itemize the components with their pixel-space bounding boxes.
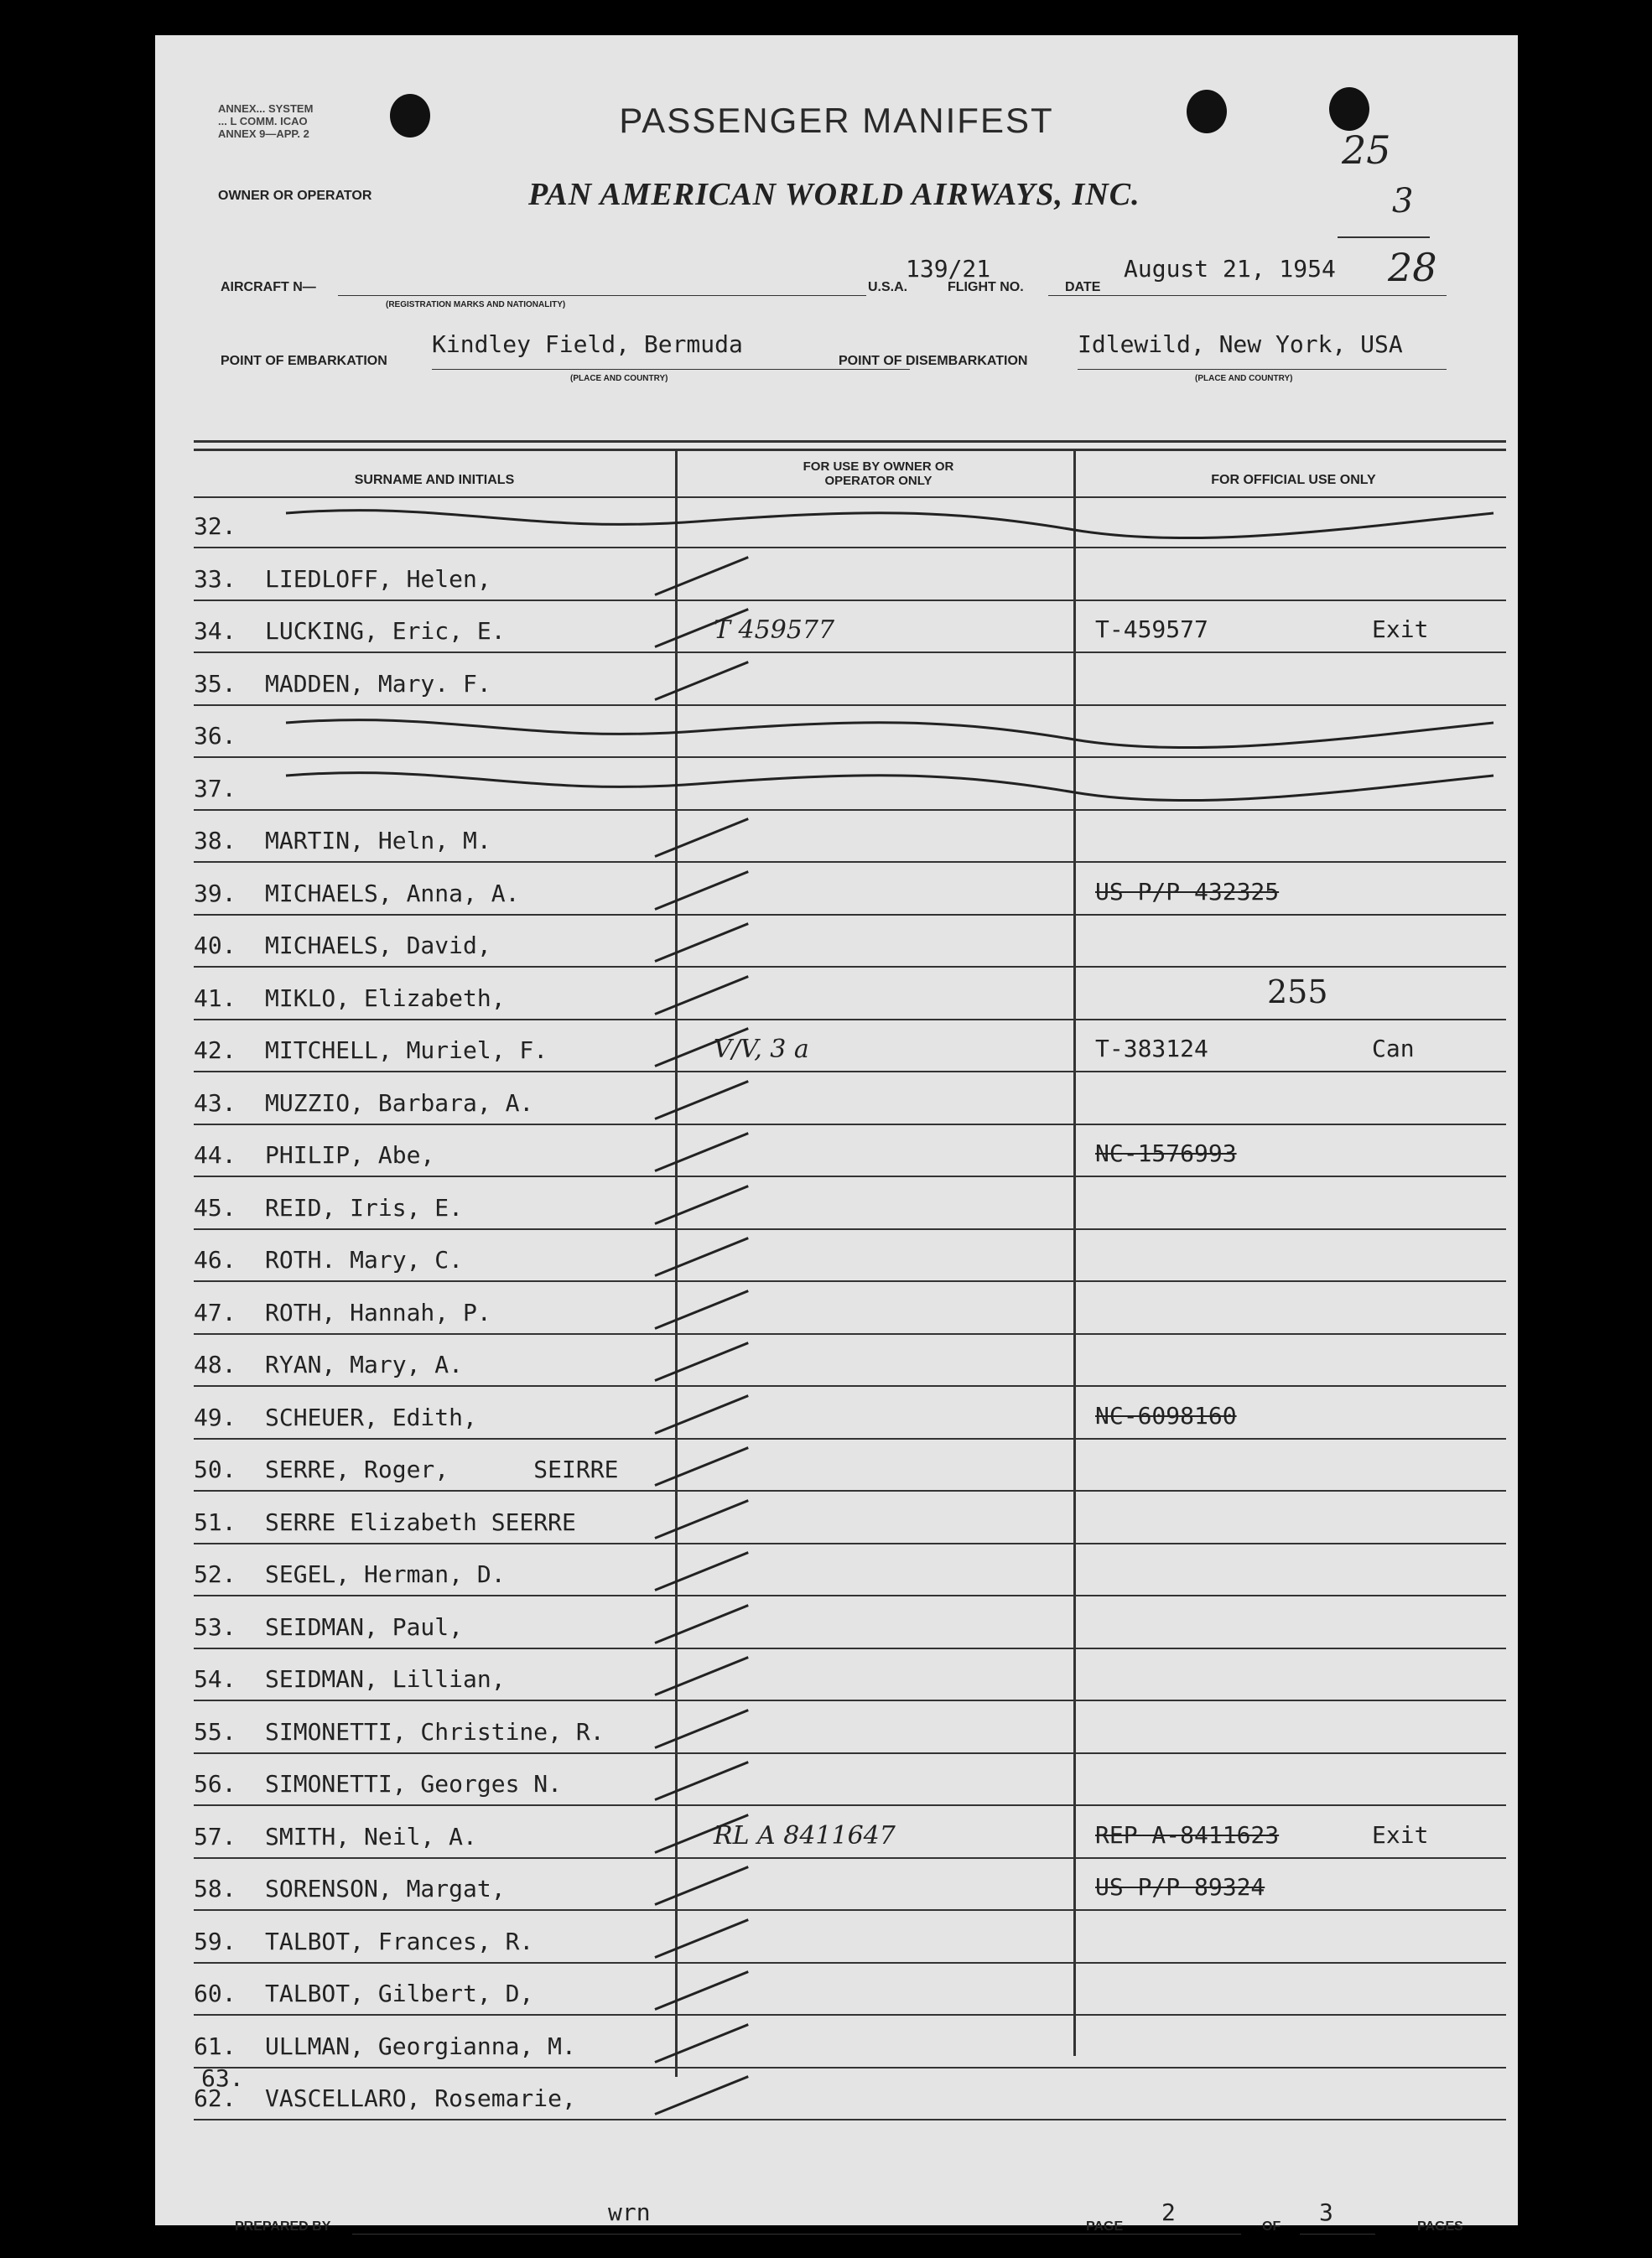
row-number: 44. <box>194 1141 236 1169</box>
embarkation-place: Kindley Field, Bermuda <box>432 330 743 358</box>
table-row <box>194 1388 1506 1440</box>
table-row <box>194 1544 1506 1596</box>
pages-label: PAGES <box>1417 2219 1463 2234</box>
row-number: 38. <box>194 827 236 854</box>
header-official-use: FOR OFFICIAL USE ONLY <box>1211 473 1376 487</box>
passenger-name: MUZZIO, Barbara, A. <box>265 1088 534 1117</box>
header-owner-use: FOR USE BY OWNER OR OPERATOR ONLY <box>803 459 954 488</box>
row-number: 41. <box>194 984 236 1012</box>
official-entry: REP A-8411623 <box>1095 1820 1280 1849</box>
check-mark <box>654 818 748 858</box>
passenger-name: REID, Iris, E. <box>265 1193 464 1222</box>
of-label: OF <box>1262 2219 1281 2234</box>
official-entry: NC-6098160 <box>1095 1401 1237 1430</box>
owner-label: OWNER OR OPERATOR <box>218 189 372 203</box>
row-number: 54. <box>194 1665 236 1693</box>
table-row <box>194 1912 1506 1964</box>
table-row <box>194 601 1506 653</box>
owner-name: PAN AMERICAN WORLD AIRWAYS, INC. <box>528 177 1140 212</box>
passenger-name: SERRE, Roger, SEIRRE <box>265 1456 619 1483</box>
passenger-name: MIKLO, Elizabeth, <box>265 984 506 1012</box>
page-total-line <box>1300 2234 1375 2235</box>
handwritten-note: 3 <box>1392 182 1414 221</box>
row-rule <box>194 2119 1506 2120</box>
form-title: PASSENGER MANIFEST <box>619 101 1054 140</box>
check-mark <box>654 1970 748 2011</box>
passenger-name: SEIDMAN, Paul, <box>265 1612 464 1641</box>
row-number: 55. <box>194 1717 236 1746</box>
official-entry: T-383124 <box>1095 1035 1208 1062</box>
check-mark <box>654 1342 748 1382</box>
disembarkation-line <box>1078 369 1447 370</box>
passenger-name: ROTH, Hannah, P. <box>265 1298 491 1326</box>
table-row <box>194 1754 1506 1806</box>
table-row <box>194 1178 1506 1230</box>
check-mark <box>654 1499 748 1539</box>
check-mark <box>654 1656 748 1696</box>
owner-note: T 459577 <box>714 615 835 645</box>
row-number: 56. <box>194 1770 236 1798</box>
date-line <box>1111 295 1447 296</box>
check-mark <box>654 1237 748 1277</box>
passenger-name: SEGEL, Herman, D. <box>265 1560 506 1588</box>
passenger-name: RYAN, Mary, A. <box>265 1351 464 1378</box>
row-number: 52. <box>194 1560 236 1588</box>
table-row <box>194 496 1506 548</box>
place-caption: (PLACE AND COUNTRY) <box>570 374 668 383</box>
passenger-name: SORENSON, Margat, <box>265 1875 506 1902</box>
official-note: Exit <box>1372 615 1429 643</box>
table-row <box>194 549 1506 601</box>
passenger-name: ULLMAN, Georgianna, M. <box>265 2032 576 2060</box>
flight-no: 139/21 <box>906 255 991 283</box>
handwritten-underline <box>1338 236 1430 238</box>
registration-caption: (REGISTRATION MARKS AND NATIONALITY) <box>386 300 566 309</box>
check-mark <box>654 1866 748 1906</box>
table-row <box>194 916 1506 968</box>
row-number: 34. <box>194 617 236 645</box>
check-mark <box>654 2023 748 2063</box>
row-number: 47. <box>194 1298 236 1326</box>
check-mark <box>654 1132 748 1172</box>
passenger-name: SEIDMAN, Lillian, <box>265 1665 506 1693</box>
table-row <box>194 1073 1506 1125</box>
check-mark <box>654 922 748 963</box>
table-row <box>194 1020 1506 1072</box>
check-mark <box>654 2075 748 2115</box>
table-row <box>194 1964 1506 2016</box>
table-row <box>194 1492 1506 1544</box>
row-number: 40. <box>194 932 236 959</box>
passenger-name: SCHEUER, Edith, <box>265 1403 477 1431</box>
table-top-rule <box>194 449 1506 451</box>
table-top-rule <box>194 440 1506 443</box>
passenger-name: VASCELLARO, Rosemarie, <box>265 2084 576 2112</box>
official-note: Exit <box>1372 1820 1429 1849</box>
disembarkation-label: POINT OF DISEMBARKATION <box>839 354 1028 368</box>
check-mark <box>654 556 748 596</box>
check-mark <box>654 1604 748 1644</box>
row-number: 45. <box>194 1193 236 1222</box>
cross-out-line <box>194 706 1506 758</box>
check-mark <box>654 975 748 1015</box>
table-row <box>194 1859 1506 1911</box>
passenger-name: ROTH. Mary, C. <box>265 1246 464 1274</box>
table-row <box>194 811 1506 863</box>
row-number: 37. <box>194 774 236 802</box>
passenger-name: TALBOT, Gilbert, D, <box>265 1980 534 2007</box>
passenger-name: MARTIN, Heln, M. <box>265 827 491 854</box>
page-label: PAGE <box>1086 2219 1124 2234</box>
table-row <box>194 1230 1506 1282</box>
usa-label: U.S.A. <box>868 280 908 294</box>
passenger-name: SIMONETTI, Christine, R. <box>265 1717 605 1746</box>
passenger-name: SMITH, Neil, A. <box>265 1822 477 1851</box>
row-number: 59. <box>194 1927 236 1955</box>
prepared-by-label: PREPARED BY <box>235 2219 331 2234</box>
flight-date: August 21, 1954 <box>1124 255 1336 283</box>
passenger-name: LIEDLOFF, Helen, <box>265 564 491 593</box>
table-row <box>194 1597 1506 1649</box>
row-number: 42. <box>194 1036 236 1064</box>
passenger-name: TALBOT, Frances, R. <box>265 1927 534 1955</box>
row-number: 60. <box>194 1980 236 2007</box>
table-row <box>194 1283 1506 1335</box>
check-mark <box>654 1918 748 1959</box>
check-mark <box>654 1551 748 1591</box>
check-mark <box>654 1290 748 1330</box>
row-number: 48. <box>194 1351 236 1378</box>
date-label: DATE <box>1065 280 1101 294</box>
row-number: 46. <box>194 1246 236 1274</box>
row-number: 62. <box>194 2084 236 2112</box>
form-code: ANNEX... SYSTEM ... L COMM. ICAO ANNEX 9—APP. 2 <box>218 102 314 140</box>
cross-out-line <box>194 496 1506 548</box>
page-number: 2 <box>1161 2198 1176 2226</box>
passenger-name: SIMONETTI, Georges N. <box>265 1770 563 1798</box>
table-row <box>194 654 1506 706</box>
official-entry: T-459577 <box>1095 615 1208 643</box>
flight-no-label: FLIGHT NO. <box>948 280 1024 294</box>
check-mark <box>654 1080 748 1120</box>
table-row <box>194 1649 1506 1701</box>
table-row <box>194 759 1506 811</box>
header-surname: SURNAME AND INITIALS <box>354 473 515 487</box>
passenger-name: PHILIP, Abe, <box>265 1141 435 1169</box>
table-row <box>194 968 1506 1020</box>
official-note: Can <box>1372 1035 1415 1062</box>
prepared-by: wrn <box>608 2198 651 2226</box>
official-entry: NC-1576993 <box>1095 1139 1237 1167</box>
passenger-name: MADDEN, Mary. F. <box>265 669 491 698</box>
table-row <box>194 2017 1506 2069</box>
passenger-name: MITCHELL, Muriel, F. <box>265 1036 548 1064</box>
page-total: 3 <box>1319 2198 1333 2226</box>
owner-note: RL A 8411647 <box>714 1820 896 1851</box>
official-note: 255 <box>1267 973 1328 1010</box>
passenger-name: LUCKING, Eric, E. <box>265 617 506 645</box>
row-number: 36. <box>194 722 236 750</box>
disembarkation-place: Idlewild, New York, USA <box>1078 330 1403 358</box>
check-mark <box>654 1709 748 1749</box>
row-number: 51. <box>194 1508 236 1536</box>
cross-out-line <box>194 759 1506 811</box>
row-number: 43. <box>194 1088 236 1117</box>
place-caption: (PLACE AND COUNTRY) <box>1195 374 1293 383</box>
row-number: 61. <box>194 2032 236 2060</box>
handwritten-note: 28 <box>1388 245 1437 290</box>
next-row-number: 63. <box>201 2064 244 2092</box>
row-number: 33. <box>194 564 236 593</box>
table-row <box>194 2069 1506 2120</box>
manifest-sheet <box>155 35 1518 2234</box>
table-row <box>194 1807 1506 1859</box>
row-number: 53. <box>194 1612 236 1641</box>
row-number: 50. <box>194 1456 236 1483</box>
check-mark <box>654 870 748 911</box>
row-number: 35. <box>194 669 236 698</box>
passenger-name: MICHAELS, Anna, A. <box>265 879 520 907</box>
official-entry: US P/P 89324 <box>1095 1873 1265 1901</box>
owner-note: V/V, 3 a <box>714 1035 809 1064</box>
row-number: 58. <box>194 1875 236 1902</box>
check-mark <box>654 1394 748 1435</box>
embarkation-line <box>432 369 910 370</box>
check-mark <box>654 661 748 701</box>
check-mark <box>654 1446 748 1487</box>
row-number: 57. <box>194 1822 236 1851</box>
table-row <box>194 1125 1506 1177</box>
official-entry: US P/P 432325 <box>1095 877 1280 906</box>
embarkation-label: POINT OF EMBARKATION <box>221 354 387 368</box>
row-number: 32. <box>194 512 236 540</box>
passenger-name: SERRE Elizabeth SEERRE <box>265 1508 576 1536</box>
table-row <box>194 1440 1506 1492</box>
passenger-name: MICHAELS, David, <box>265 932 491 959</box>
aircraft-line <box>338 295 866 296</box>
check-mark <box>654 1761 748 1801</box>
table-row <box>194 1702 1506 1754</box>
handwritten-note: 25 <box>1342 127 1391 173</box>
aircraft-label: AIRCRAFT N— <box>221 280 316 294</box>
table-row <box>194 1335 1506 1387</box>
row-number: 49. <box>194 1403 236 1431</box>
table-row <box>194 706 1506 758</box>
table-row <box>194 864 1506 916</box>
check-mark <box>654 1185 748 1225</box>
row-number: 39. <box>194 879 236 907</box>
